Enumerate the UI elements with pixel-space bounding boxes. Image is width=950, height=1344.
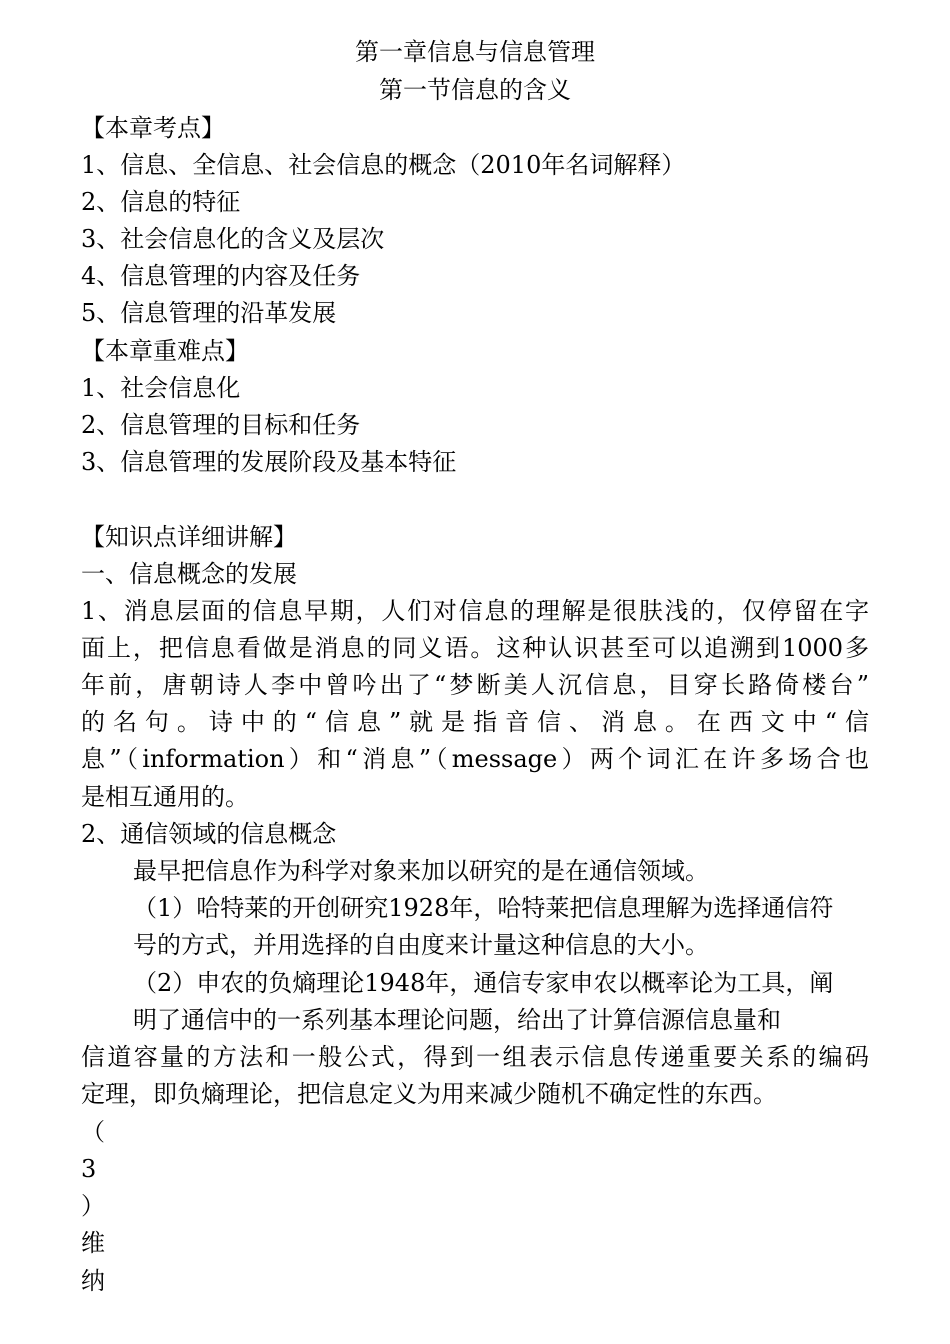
vertical-fragment: ） — [81, 1192, 105, 1220]
paragraph-line: 最早把信息作为科学对象来加以研究的是在通信领域。 — [133, 857, 709, 885]
exam-point-item: 4、信息管理的内容及任务 — [81, 262, 361, 290]
section-title: 第一节信息的含义 — [379, 76, 571, 104]
key-point-item: 2、信息管理的目标和任务 — [81, 411, 361, 439]
paragraph-line: （2）申农的负熵理论1948年，通信专家申农以概率论为工具，阐 — [133, 969, 834, 997]
exam-point-item: 5、信息管理的沿革发展 — [81, 299, 337, 327]
paragraph-line: （1）哈特莱的开创研究1928年，哈特莱把信息理解为选择通信符 — [133, 894, 834, 922]
paragraph-line: 明了通信中的一系列基本理论问题，给出了计算信源信息量和 — [133, 1006, 781, 1034]
paragraph-line: 面上，把信息看做是消息的同义语。这种认识甚至可以追溯到1000多 — [81, 634, 869, 662]
key-points-heading: 【本章重难点】 — [81, 337, 249, 365]
vertical-fragment: （ — [81, 1118, 105, 1146]
paragraph-line: 的名句。诗中的“信息”就是指音信、消息。在西文中“信 — [81, 708, 869, 736]
paragraph-line: 息”（information）和“消息”（message）两个词汇在许多场合也 — [81, 745, 869, 773]
paragraph-line: 年前，唐朝诗人李中曾吟出了“梦断美人沉信息，目穿长路倚楼台” — [81, 671, 869, 699]
vertical-fragment: 纳 — [81, 1267, 105, 1295]
exam-point-item: 3、社会信息化的含义及层次 — [81, 225, 385, 253]
paragraph-line: 号的方式，并用选择的自由度来计量这种信息的大小。 — [133, 931, 709, 959]
key-point-item: 1、社会信息化 — [81, 374, 241, 402]
chapter-title: 第一章信息与信息管理 — [355, 38, 595, 66]
paragraph-line: 是相互通用的。 — [81, 783, 249, 811]
exam-point-item: 2、信息的特征 — [81, 188, 241, 216]
paragraph-line: 定理，即负熵理论，把信息定义为用来减少随机不确定性的东西。 — [81, 1080, 777, 1108]
exam-point-item: 1、信息、全信息、社会信息的概念（2010年名词解释） — [81, 151, 686, 179]
exam-points-heading: 【本章考点】 — [81, 114, 225, 142]
details-heading: 【知识点详细讲解】 — [81, 523, 297, 551]
vertical-fragment: 维 — [81, 1229, 105, 1257]
paragraph-line: 1、消息层面的信息早期，人们对信息的理解是很肤浅的，仅停留在字 — [81, 597, 869, 625]
details-subheading: 一、信息概念的发展 — [81, 560, 297, 588]
vertical-fragment: 3 — [81, 1155, 97, 1183]
paragraph-line: 信道容量的方法和一般公式，得到一组表示信息传递重要关系的编码 — [81, 1043, 869, 1071]
key-point-item: 3、信息管理的发展阶段及基本特征 — [81, 448, 457, 476]
item2-heading: 2、通信领域的信息概念 — [81, 820, 337, 848]
